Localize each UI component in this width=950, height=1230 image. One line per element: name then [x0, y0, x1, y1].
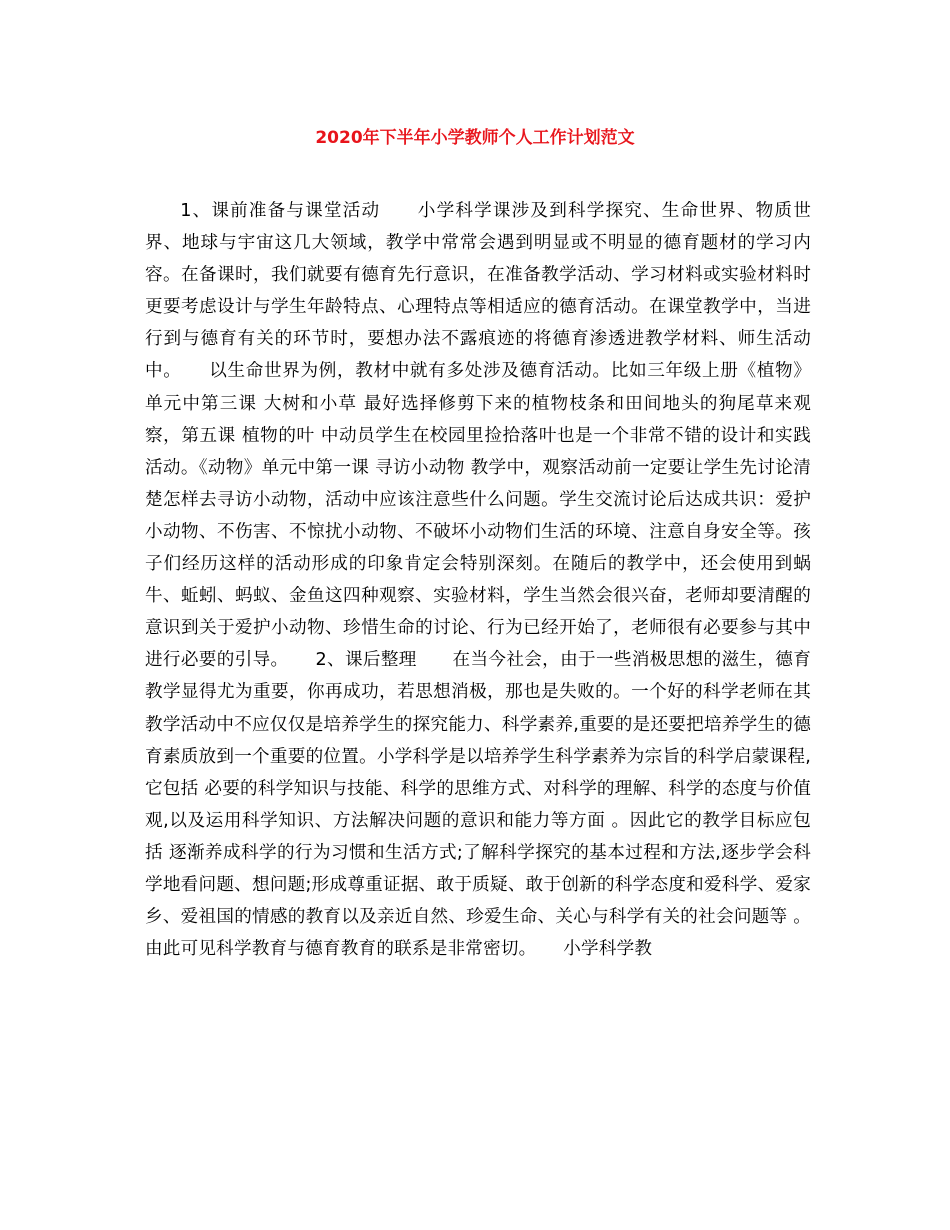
document-body-paragraph: 1、课前准备与课堂活动 小学科学课涉及到科学探究、生命世界、物质世界、地球与宇宙这几大领域，教学中常常会遇到明显或不明显的德育题材的学习内容。在备课时，我们就要有德育先行意识，在准备教学活动、学习材料或实验材料时更要考虑设计与学生年龄特点、心理特点等相适应的德育活动。在课堂教学中，当进行到与德育有关的环节时，要想办法不露痕迹的将德育渗透进教学材料、师生活动中。 以生命世界为例，教材中就有多处涉及德育活动。比如三年级上册《植物》单元中第三课 大树和小草 最好选择修剪下来的植物枝条和田间地头的狗尾草来观察，第五课 植物的叶 中动员学生在校园里捡拾落叶也是一个非常不错的设计和实践活动。《动物》单元中第一课 寻访小动物 教学中，观察活动前一定要让学生先讨论清楚怎样去寻访小动物，活动中应该注意些什么问题。学生交流讨论后达成共识：爱护小动物、不伤害、不惊扰小动物、不破坏小动物们生活的环境、注意自身安全等。孩子们经历这样的活动形成的印象肯定会特别深刻。在随后的教学中，还会使用到蜗牛、蚯蚓、蚂蚁、金鱼这四种观察、实验材料，学生当然会很兴奋，老师却要清醒的意识到关于爱护小动物、珍惜生命的讨论、行为已经开始了，老师很有必要参与其中进行必要的引导。 2、课后整理 在当今社会，由于一些消极思想的滋生，德育教学显得尤为重要，你再成功，若思想消极，那也是失败的。一个好的科学老师在其教学活动中不应仅仅是培养学生的探究能力、科学素养,重要的是还要把培养学生的德育素质放到一个重要的位置。小学科学是以培养学生科学素养为宗旨的科学启蒙课程,它包括 必要的科学知识与技能、科学的思维方式、对科学的理解、科学的态度与价值观,以及运用科学知识、方法解决问题的意识和能力等方面 。因此它的教学目标应包括 逐渐养成科学的行为习惯和生活方式;了解科学探究的基本过程和方法,逐步学会科学地看问题、想问题;形成尊重证据、敢于质疑、敢于创新的科学态度和爱科学、爱家乡、爱祖国的情感的教育以及亲近自然、珍爱生命、关心与科学有关的社会问题等 。由此可见科学教育与德育教育的联系是非常密切。 小学科学教: [145, 201, 811, 960]
document-title: 2020年下半年小学教师个人工作计划范文: [315, 128, 635, 148]
